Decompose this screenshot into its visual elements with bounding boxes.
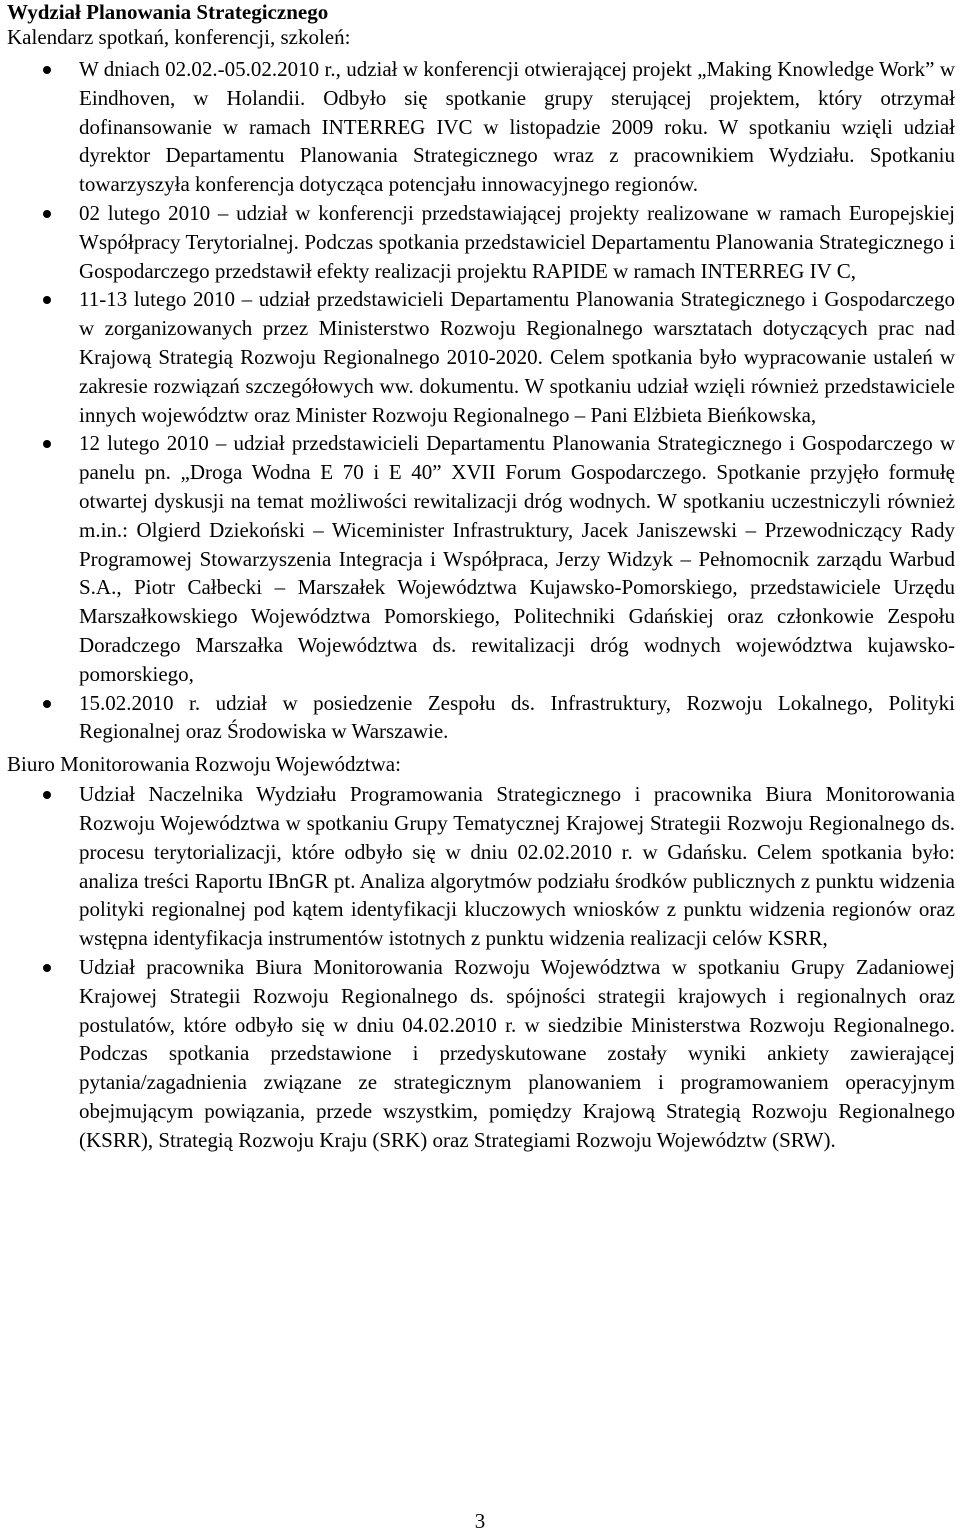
calendar-list — [7, 55, 955, 746]
bullet-icon — [43, 296, 51, 304]
list-item-text: 12 lutego 2010 – udział przedstawicieli Departamentu Planowania Strategicznego i Gospodarczego w panelu pn. „Droga Wodna E 70 i E 40” XVII Forum Gospodarczego. Spotkanie przyjęło formułę otwartej dyskusji na temat możliwości rewitalizacji dróg wodnych. W spotkaniu uczestniczyli również m.in.: Olgierd Dziekoński – Wiceminister Infrastruktury, Jacek Janiszewski – Przewodniczący Rady Programowej Stowarzyszenia Integracja i Współpraca, Jerzy Widzyk – Pełnomocnik zarządu Warbud S.A., Piotr Całbecki – Marszałek Województwa Kujawsko-Pomorskiego, przedstawiciele Urzędu Marszałkowskiego Województwa Pomorskiego, Politechniki Gdańskiej oraz członkowie Zespołu Doradczego Marszałka Województwa ds. rewitalizacji dróg wodnych województwa kujawsko-pomorskiego, — [79, 431, 955, 686]
calendar-subtitle: Kalendarz spotkań, konferencji, szkoleń: — [7, 25, 351, 49]
list-item — [7, 285, 955, 429]
bullet-icon — [43, 964, 51, 972]
list-item — [7, 199, 955, 285]
list-item-text: W dniach 02.02.-05.02.2010 r., udział w konferencji otwierającej projekt „Making Knowledge Work” w Eindhoven, w Holandii. Odbyło się spotkanie grupy sterującej projektem, który otrzymał dofinansowanie w ramach INTERREG IVC w listopadzie 2009 roku. W spotkaniu wzięli udział dyrektor Departamentu Planowania Strategicznego wraz z pracownikiem Wydziału. Spotkaniu towarzyszyła konferencja dotycząca potencjału innowacyjnego regionów. — [79, 57, 955, 197]
list-item-text: Udział Naczelnika Wydziału Programowania Strategicznego i pracownika Biura Monitorowania Rozwoju Województwa w spotkaniu Grupy Tematycznej Krajowej Strategii Rozwoju Regionalnego ds. procesu terytorializacji, które odbyło się w dniu 02.02.2010 r. w Gdańsku. Celem spotkania było: analiza treści Raportu IBnGR pt. Analiza algorytmów podziału środków publicznych z punktu widzenia polityki regionalnej pod kątem identyfikacji kluczowych wniosków z punktu widzenia regionów oraz wstępna identyfikacja instrumentów istotnych z punktu widzenia realizacji celów KSRR, — [79, 782, 955, 951]
section-heading-monitoring-office: Biuro Monitorowania Rozwoju Województwa: — [7, 752, 401, 777]
list-item-text: Udział pracownika Biura Monitorowania Rozwoju Województwa w spotkaniu Grupy Zadaniowej Krajowej Strategii Rozwoju Regionalnego ds. spójności strategii krajowych i regionalnych oraz postulatów, które odbyło się w dniu 04.02.2010 r. w siedzibie Ministerstwa Rozwoju Regionalnego. Podczas spotkania przedstawione i przedyskutowane zostały wyniki ankiety zawierającej pytania/zagadnienia związane ze strategicznym planowaniem i programowaniem operacyjnym obejmującym powiązania, przede wszystkim, pomiędzy Krajową Strategią Rozwoju Regionalnego (KSRR), Strategią Rozwoju Kraju (SRK) oraz Strategiami Rozwoju Województw (SRW). — [79, 954, 955, 1152]
list-item-text: 02 lutego 2010 – udział w konferencji przedstawiającej projekty realizowane w ramach Europejskiej Współpracy Terytorialnej. Podczas spotkania przedstawiciel Departamentu Planowania Strategicznego i Gospodarczego przedstawił efekty realizacji projektu RAPIDE w ramach INTERREG IV C, — [79, 200, 955, 283]
list-item-text: 11-13 lutego 2010 – udział przedstawicieli Departamentu Planowania Strategicznego i Gospodarczego w zorganizowanych przez Ministerstwo Rozwoju Regionalnego warsztatach dotyczących prac nad Krajową Strategią Rozwoju Regionalnego 2010-2020. Celem spotkania było wypracowanie ustaleń w zakresie rozwiązań szczegółowych ww. dokumentu. W spotkaniu udział wzięli również przedstawiciele innych województw oraz Minister Rozwoju Regionalnego – Pani Elżbieta Bieńkowska, — [79, 287, 955, 427]
list-item — [7, 953, 955, 1155]
bullet-icon — [43, 66, 51, 74]
list-item-text: 15.02.2010 r. udział w posiedzenie Zespołu ds. Infrastruktury, Rozwoju Lokalnego, Polityki Regionalnej oraz Środowiska w Warszawie. — [79, 690, 955, 744]
page-number: 3 — [474, 1509, 486, 1533]
bullet-icon — [43, 440, 51, 448]
list-item — [7, 689, 955, 747]
document-page — [7, 0, 955, 1154]
bullet-icon — [43, 210, 51, 218]
list-item — [7, 55, 955, 199]
bullet-icon — [43, 791, 51, 799]
document-title: Wydział Planowania Strategicznego — [7, 0, 329, 24]
bullet-icon — [43, 700, 51, 708]
list-item — [7, 780, 955, 953]
monitoring-list — [7, 780, 955, 1154]
list-item — [7, 429, 955, 688]
